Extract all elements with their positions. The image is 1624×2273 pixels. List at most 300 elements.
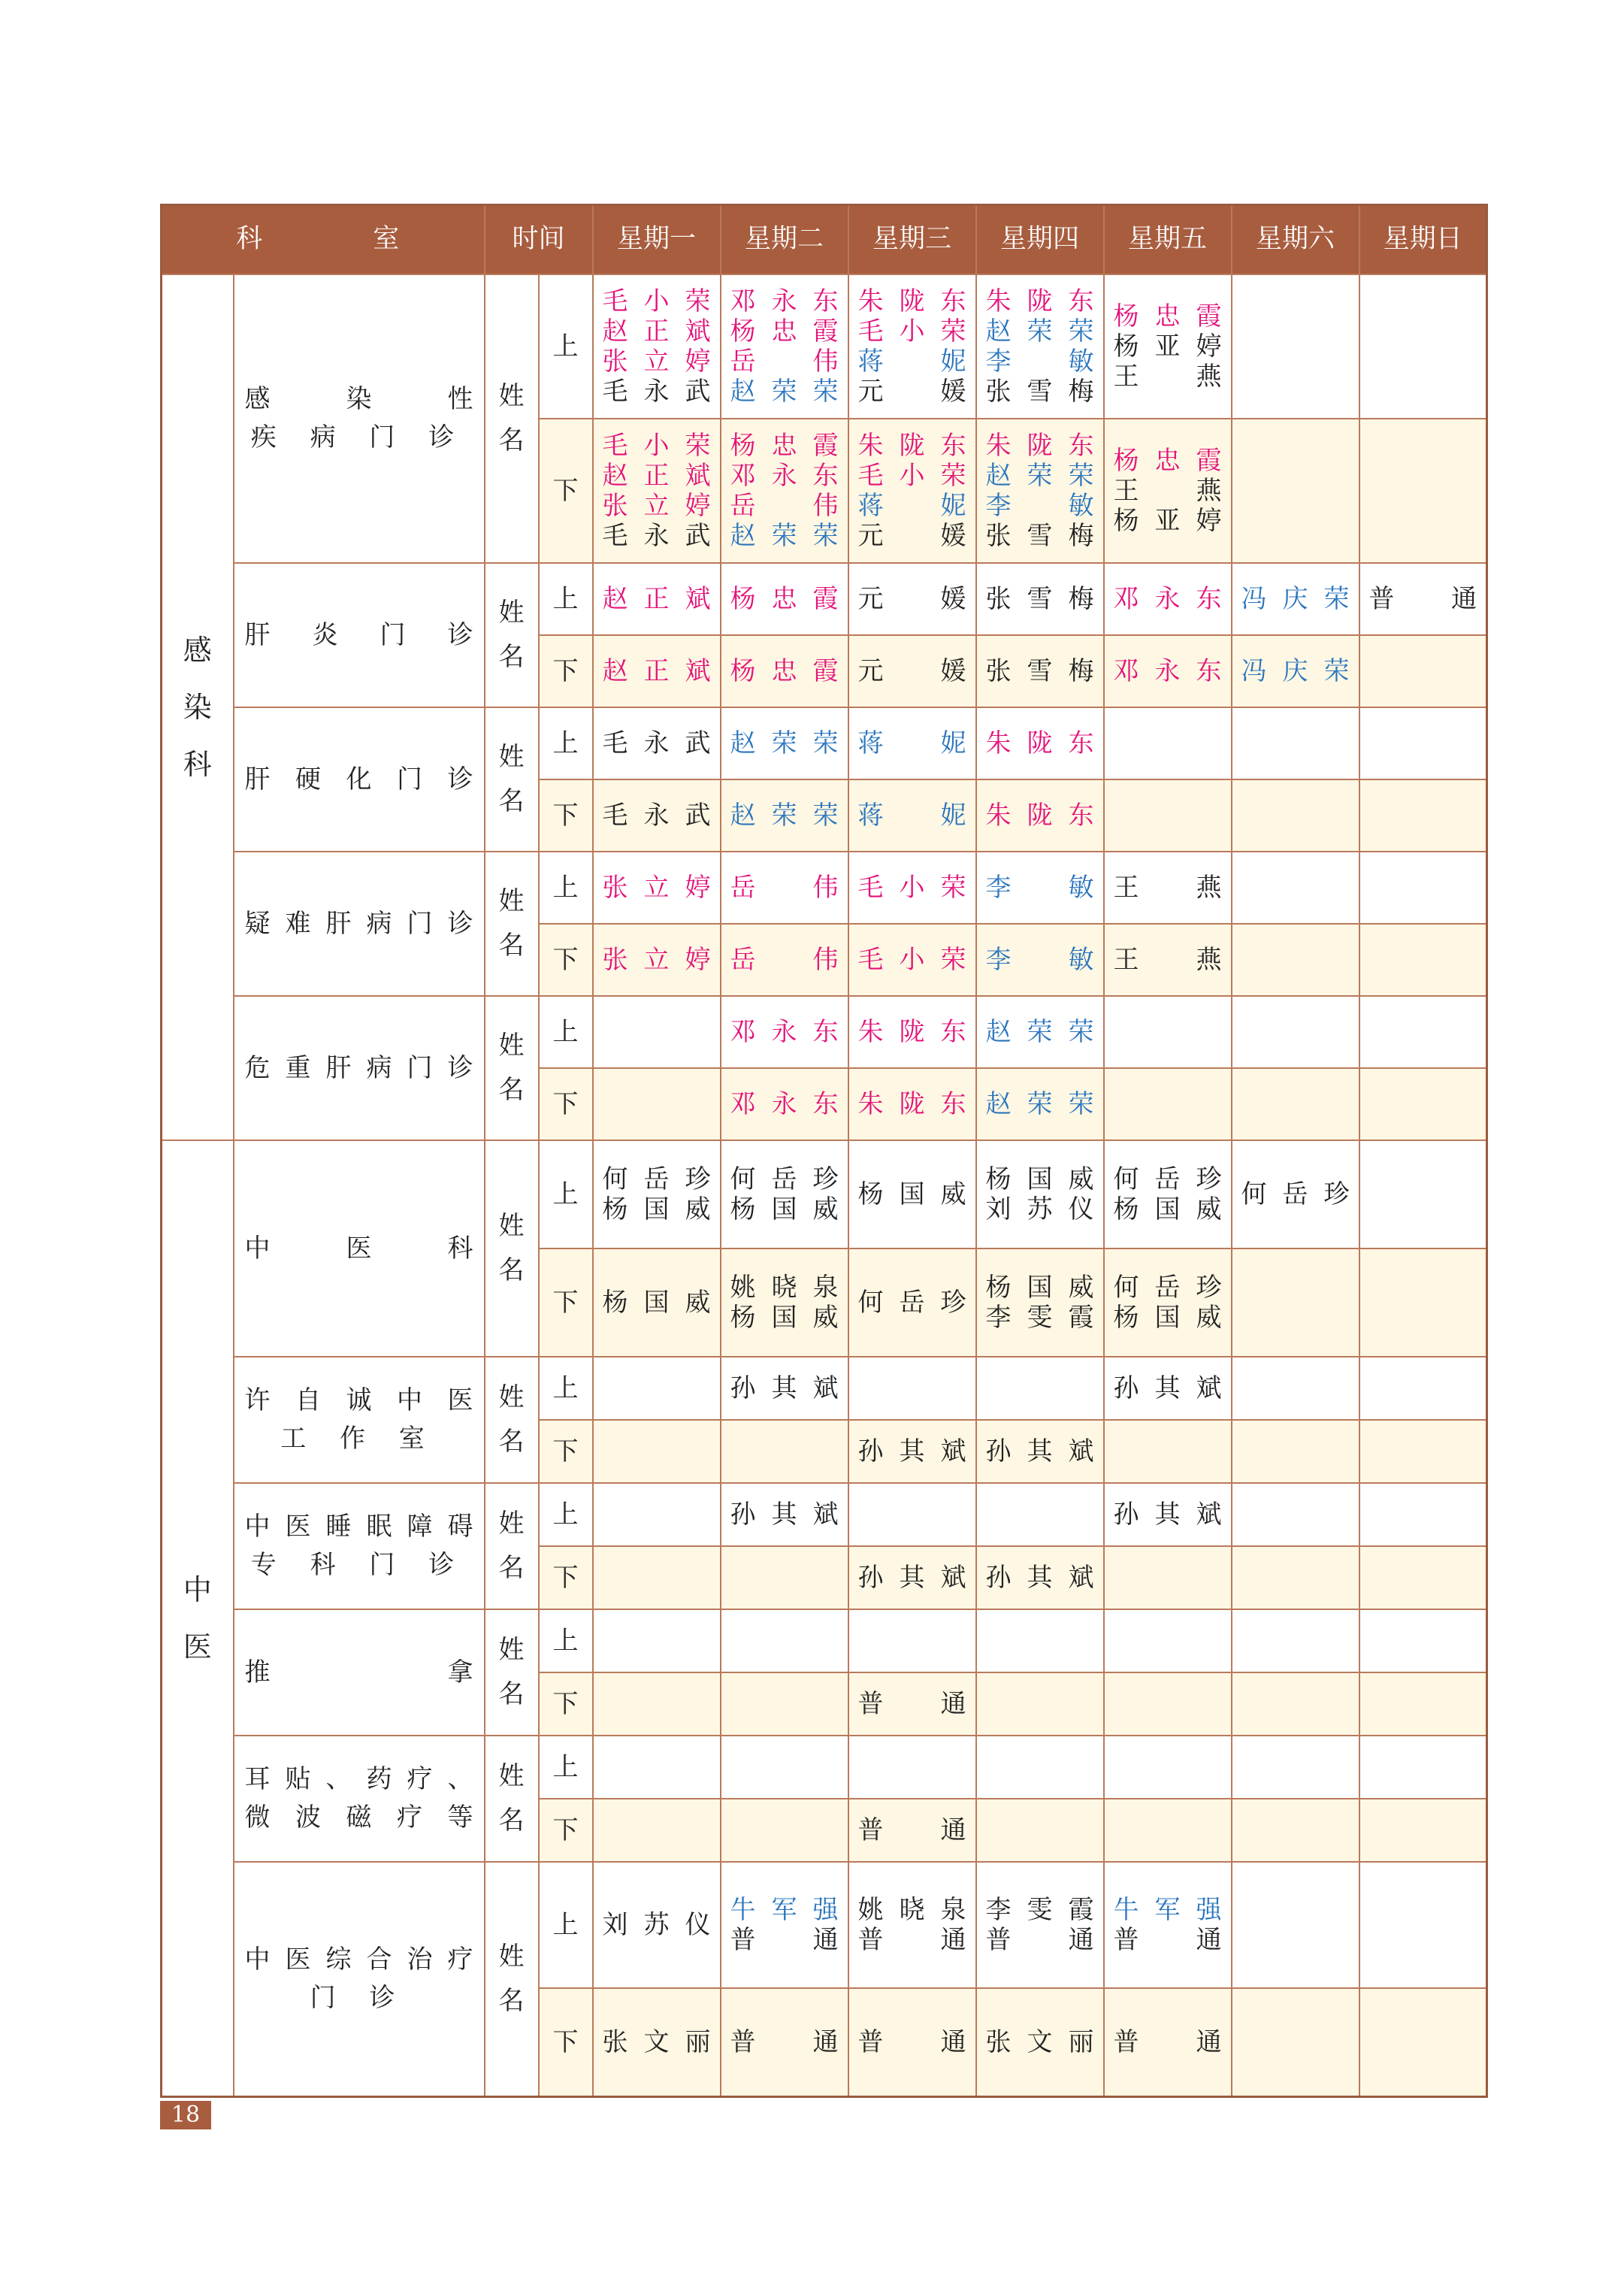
schedule-cell <box>848 852 976 924</box>
doctor-name: 赵荣荣 <box>985 316 1094 347</box>
schedule-cell <box>848 1483 976 1546</box>
xingming-char: 名 <box>498 786 525 816</box>
slot-pm: 下 <box>539 1799 593 1862</box>
schedule-cell <box>721 1672 848 1736</box>
doctor-name: 冯庆荣 <box>1241 583 1350 614</box>
clinic-name-line: 耳 贴 、 药 疗 、 <box>244 1764 473 1794</box>
schedule-cell <box>976 924 1104 996</box>
schedule-cell <box>848 1672 976 1736</box>
schedule-cell <box>1104 924 1232 996</box>
schedule-cell <box>976 1483 1104 1546</box>
clinic-name-line: 肝 硬 化 门 诊 <box>244 764 473 794</box>
doctor-name: 普 通 <box>985 1925 1094 1955</box>
header-thu: 星期四 <box>976 205 1104 275</box>
header-time: 时间 <box>485 205 593 275</box>
doctor-name: 刘苏仪 <box>602 1909 711 1940</box>
schedule-cell <box>593 779 721 852</box>
xingming-label <box>485 707 539 852</box>
doctor-name: 杨国威 <box>1113 1194 1222 1224</box>
schedule-cell <box>1359 1140 1487 1248</box>
schedule-cell <box>593 707 721 779</box>
schedule-cell <box>976 1799 1104 1862</box>
schedule-cell <box>593 1420 721 1483</box>
dept-name <box>162 274 234 1140</box>
schedule-cell <box>976 1546 1104 1609</box>
doctor-name: 何岳珍 <box>857 1287 966 1318</box>
schedule-cell <box>721 1609 848 1672</box>
schedule-row <box>162 1483 1487 1546</box>
xingming-label <box>485 1140 539 1357</box>
schedule-cell <box>1359 852 1487 924</box>
schedule-cell <box>593 1357 721 1420</box>
schedule-cell <box>1232 1140 1359 1248</box>
schedule-cell <box>976 1248 1104 1357</box>
schedule-cell <box>1232 1736 1359 1799</box>
schedule-cell <box>976 1672 1104 1736</box>
doctor-name: 赵荣荣 <box>730 377 839 407</box>
schedule-cell <box>1104 419 1232 563</box>
schedule-cell <box>1104 1140 1232 1248</box>
doctor-name: 张立婷 <box>602 872 711 903</box>
schedule-cell <box>848 1862 976 1988</box>
xingming-char: 名 <box>498 1255 525 1285</box>
schedule-cell <box>1104 1483 1232 1546</box>
schedule-row <box>162 1609 1487 1672</box>
schedule-cell <box>1359 1420 1487 1483</box>
doctor-name: 朱陇东 <box>985 430 1094 461</box>
xingming-label <box>485 274 539 563</box>
doctor-name: 毛小荣 <box>602 286 711 316</box>
clinic-name-line: 肝 炎 门 诊 <box>244 619 473 650</box>
schedule-cell <box>1232 635 1359 707</box>
schedule-cell <box>848 1357 976 1420</box>
doctor-name: 孙其斌 <box>730 1373 839 1403</box>
slot-pm: 下 <box>539 779 593 852</box>
schedule-cell <box>976 1609 1104 1672</box>
doctor-name: 邓永东 <box>730 1016 839 1047</box>
schedule-cell <box>1359 1736 1487 1799</box>
schedule-cell <box>848 779 976 852</box>
clinic-name-line: 中 医 科 <box>244 1233 473 1264</box>
schedule-cell <box>1232 779 1359 852</box>
schedule-cell <box>1359 563 1487 635</box>
doctor-name: 邓永东 <box>1113 583 1222 614</box>
doctor-name: 毛小荣 <box>857 460 966 491</box>
schedule-cell <box>593 1988 721 2096</box>
slot-am: 上 <box>539 707 593 779</box>
schedule-cell <box>848 707 976 779</box>
doctor-name: 元 媛 <box>857 377 966 407</box>
schedule-cell <box>721 1420 848 1483</box>
schedule-cell <box>1104 1988 1232 2096</box>
doctor-name: 孙其斌 <box>1113 1499 1222 1530</box>
doctor-name: 邓永东 <box>730 460 839 491</box>
schedule-cell <box>976 274 1104 419</box>
xingming-char: 名 <box>498 1075 525 1105</box>
schedule-cell <box>593 274 721 419</box>
xingming-label <box>485 1609 539 1736</box>
schedule-cell <box>1359 1672 1487 1736</box>
schedule-cell <box>1232 1609 1359 1672</box>
clinic-name <box>234 1736 485 1862</box>
schedule-cell <box>1359 1799 1487 1862</box>
schedule-cell <box>848 996 976 1068</box>
doctor-name: 毛永武 <box>602 728 711 758</box>
slot-pm: 下 <box>539 1248 593 1357</box>
slot-am: 上 <box>539 1483 593 1546</box>
clinic-name-line: 专 科 门 诊 <box>250 1550 467 1580</box>
clinic-name <box>234 1483 485 1609</box>
schedule-cell <box>1104 1672 1232 1736</box>
header-row <box>162 205 1487 275</box>
schedule-cell <box>1232 1068 1359 1140</box>
doctor-name: 孙其斌 <box>985 1436 1094 1466</box>
schedule-row <box>162 996 1487 1068</box>
doctor-name: 杨忠霞 <box>730 655 839 686</box>
schedule-cell <box>1232 563 1359 635</box>
schedule-cell <box>848 635 976 707</box>
doctor-name: 毛永武 <box>602 521 711 552</box>
schedule-cell <box>721 1799 848 1862</box>
clinic-name-line: 疑 难 肝 病 门 诊 <box>244 908 473 939</box>
doctor-name: 赵荣荣 <box>730 521 839 552</box>
schedule-cell <box>1104 1357 1232 1420</box>
doctor-name: 张文丽 <box>985 2026 1094 2057</box>
schedule-cell <box>721 1068 848 1140</box>
doctor-name: 张立婷 <box>602 491 711 521</box>
schedule-cell <box>721 996 848 1068</box>
slot-pm: 下 <box>539 1068 593 1140</box>
schedule-body <box>162 274 1487 2096</box>
xingming-char: 姓 <box>498 1509 525 1539</box>
schedule-cell <box>721 1736 848 1799</box>
schedule-cell <box>848 1068 976 1140</box>
schedule-cell <box>976 1988 1104 2096</box>
clinic-name-line: 工 作 室 <box>280 1424 437 1454</box>
doctor-name: 赵荣荣 <box>985 1016 1094 1047</box>
schedule-cell <box>1232 1862 1359 1988</box>
doctor-name: 蒋 妮 <box>857 728 966 758</box>
schedule-cell <box>1359 779 1487 852</box>
xingming-char: 名 <box>498 642 525 672</box>
schedule-cell <box>1359 419 1487 563</box>
schedule-cell <box>848 1988 976 2096</box>
doctor-name: 毛小荣 <box>857 316 966 347</box>
doctor-name: 普 通 <box>857 1925 966 1955</box>
doctor-name: 朱陇东 <box>985 728 1094 758</box>
slot-pm: 下 <box>539 419 593 563</box>
slot-pm: 下 <box>539 1988 593 2096</box>
doctor-name: 李 敏 <box>985 944 1094 975</box>
schedule-cell <box>1232 419 1359 563</box>
doctor-name: 邓永东 <box>730 286 839 316</box>
xingming-char: 名 <box>498 1427 525 1457</box>
slot-am: 上 <box>539 274 593 419</box>
doctor-name: 赵正斌 <box>602 583 711 614</box>
schedule-cell <box>1232 1672 1359 1736</box>
xingming-char: 姓 <box>498 1941 525 1972</box>
doctor-name: 何岳珍 <box>730 1164 839 1194</box>
schedule-cell <box>976 1357 1104 1420</box>
schedule-cell <box>721 1483 848 1546</box>
slot-am: 上 <box>539 563 593 635</box>
schedule-cell <box>1232 1988 1359 2096</box>
doctor-name: 毛永武 <box>602 800 711 831</box>
doctor-name: 王 燕 <box>1113 944 1222 975</box>
dept-char: 科 <box>183 748 212 781</box>
xingming-label <box>485 852 539 996</box>
schedule-table <box>160 204 1488 2098</box>
schedule-cell <box>1232 1357 1359 1420</box>
schedule-cell <box>848 1420 976 1483</box>
schedule-cell <box>1104 274 1232 419</box>
header-wed: 星期三 <box>848 205 976 275</box>
doctor-name: 张文丽 <box>602 2026 711 2057</box>
schedule-cell <box>593 635 721 707</box>
schedule-cell <box>593 419 721 563</box>
xingming-label <box>485 1357 539 1483</box>
doctor-name: 朱陇东 <box>985 800 1094 831</box>
schedule-cell <box>593 1248 721 1357</box>
doctor-name: 杨忠霞 <box>1113 301 1222 331</box>
doctor-name: 张雪梅 <box>985 583 1094 614</box>
doctor-name: 杨国威 <box>730 1194 839 1224</box>
schedule-cell <box>721 779 848 852</box>
doctor-name: 孙其斌 <box>857 1562 966 1593</box>
slot-pm: 下 <box>539 1420 593 1483</box>
slot-pm: 下 <box>539 1546 593 1609</box>
schedule-cell <box>593 1609 721 1672</box>
schedule-cell <box>1359 1068 1487 1140</box>
doctor-name: 姚晓泉 <box>730 1272 839 1303</box>
schedule-cell <box>1232 852 1359 924</box>
doctor-name: 牛军强 <box>730 1894 839 1925</box>
schedule-cell <box>721 1248 848 1357</box>
schedule-cell <box>1232 924 1359 996</box>
xingming-char: 姓 <box>498 598 525 628</box>
xingming-label <box>485 1862 539 2096</box>
doctor-name: 王 燕 <box>1113 872 1222 903</box>
schedule-cell <box>1359 1546 1487 1609</box>
xingming-char: 姓 <box>498 1031 525 1061</box>
doctor-name: 普 通 <box>857 1688 966 1719</box>
header-dept: 科 室 <box>162 205 485 275</box>
doctor-name: 何岳珍 <box>1113 1272 1222 1303</box>
schedule-cell <box>1104 1609 1232 1672</box>
clinic-name <box>234 563 485 707</box>
xingming-char: 姓 <box>498 381 525 412</box>
xingming-label <box>485 563 539 707</box>
doctor-name: 杨国威 <box>1113 1303 1222 1333</box>
doctor-name: 王 燕 <box>1113 362 1222 392</box>
doctor-name: 孙其斌 <box>1113 1373 1222 1403</box>
clinic-name-line: 许 自 诚 中 医 <box>244 1385 473 1415</box>
xingming-char: 姓 <box>498 1635 525 1666</box>
schedule-cell <box>721 852 848 924</box>
doctor-name: 赵荣荣 <box>730 728 839 758</box>
doctor-name: 毛永武 <box>602 377 711 407</box>
schedule-cell <box>1104 1068 1232 1140</box>
schedule-cell <box>1232 1799 1359 1862</box>
schedule-cell <box>848 1609 976 1672</box>
schedule-cell <box>1232 1248 1359 1357</box>
schedule-cell <box>593 1140 721 1248</box>
schedule-cell <box>848 419 976 563</box>
schedule-cell <box>976 635 1104 707</box>
slot-am: 上 <box>539 1357 593 1420</box>
schedule-cell <box>593 1799 721 1862</box>
schedule-cell <box>1104 1248 1232 1357</box>
xingming-label <box>485 996 539 1140</box>
schedule-cell <box>1104 1862 1232 1988</box>
schedule-cell <box>1232 1546 1359 1609</box>
xingming-char: 姓 <box>498 1211 525 1242</box>
schedule-cell <box>1359 1248 1487 1357</box>
schedule-cell <box>1104 1420 1232 1483</box>
doctor-name: 杨忠霞 <box>730 316 839 347</box>
header-fri: 星期五 <box>1104 205 1232 275</box>
doctor-name: 张立婷 <box>602 944 711 975</box>
schedule-cell <box>721 419 848 563</box>
dept-char: 医 <box>183 1630 212 1663</box>
xingming-label <box>485 1736 539 1862</box>
schedule-cell <box>1104 1736 1232 1799</box>
doctor-name: 李雯霞 <box>985 1894 1094 1925</box>
schedule-cell <box>721 1357 848 1420</box>
doctor-name: 姚晓泉 <box>857 1894 966 1925</box>
xingming-char: 名 <box>498 1985 525 2016</box>
doctor-name: 张立婷 <box>602 347 711 377</box>
doctor-name: 李 敏 <box>985 872 1094 903</box>
doctor-name: 杨国威 <box>985 1164 1094 1194</box>
doctor-name: 赵荣荣 <box>985 460 1094 491</box>
schedule-cell <box>976 852 1104 924</box>
xingming-char: 名 <box>498 931 525 961</box>
doctor-name: 张雪梅 <box>985 521 1094 552</box>
clinic-name <box>234 852 485 996</box>
header-sun: 星期日 <box>1359 205 1487 275</box>
doctor-name: 李雯霞 <box>985 1303 1094 1333</box>
doctor-name: 赵荣荣 <box>730 800 839 831</box>
doctor-name: 元 媛 <box>857 521 966 552</box>
clinic-name <box>234 1609 485 1736</box>
doctor-name: 何岳珍 <box>1113 1164 1222 1194</box>
doctor-name: 刘苏仪 <box>985 1194 1094 1224</box>
schedule-cell <box>593 996 721 1068</box>
doctor-name: 普 通 <box>730 1925 839 1955</box>
schedule-cell <box>1359 274 1487 419</box>
dept-char: 染 <box>183 691 212 724</box>
doctor-name: 普 通 <box>1113 1925 1222 1955</box>
xingming-char: 名 <box>498 425 525 456</box>
schedule-cell <box>1104 707 1232 779</box>
schedule-cell <box>1359 1988 1487 2096</box>
xingming-label <box>485 1483 539 1609</box>
schedule-cell <box>848 1546 976 1609</box>
schedule-cell <box>848 1248 976 1357</box>
schedule-cell <box>721 924 848 996</box>
schedule-cell <box>1359 1609 1487 1672</box>
doctor-name: 毛小荣 <box>602 430 711 461</box>
doctor-name: 杨忠霞 <box>1113 445 1222 476</box>
doctor-name: 普 通 <box>1113 2026 1222 2057</box>
schedule-cell <box>1232 996 1359 1068</box>
clinic-name <box>234 707 485 852</box>
doctor-name: 孙其斌 <box>985 1562 1094 1593</box>
schedule-cell <box>848 1736 976 1799</box>
doctor-name: 蒋 妮 <box>857 800 966 831</box>
schedule-cell <box>593 1672 721 1736</box>
schedule-cell <box>976 1862 1104 1988</box>
clinic-name-line: 中 医 睡 眠 障 碍 <box>244 1512 473 1542</box>
doctor-name: 张雪梅 <box>985 655 1094 686</box>
doctor-name: 蒋 妮 <box>857 347 966 377</box>
doctor-name: 杨国威 <box>730 1303 839 1333</box>
doctor-name: 孙其斌 <box>730 1499 839 1530</box>
schedule-row <box>162 274 1487 419</box>
schedule-cell <box>976 563 1104 635</box>
clinic-name <box>234 274 485 563</box>
schedule-cell <box>976 779 1104 852</box>
doctor-name: 何岳珍 <box>602 1164 711 1194</box>
schedule-cell <box>1104 635 1232 707</box>
xingming-char: 名 <box>498 1805 525 1836</box>
doctor-name: 杨国威 <box>602 1194 711 1224</box>
schedule-cell <box>1232 274 1359 419</box>
schedule-row <box>162 1736 1487 1799</box>
schedule-cell <box>593 1546 721 1609</box>
header-tue: 星期二 <box>721 205 848 275</box>
doctor-name: 冯庆荣 <box>1241 655 1350 686</box>
schedule-cell <box>1359 996 1487 1068</box>
slot-am: 上 <box>539 1736 593 1799</box>
schedule-cell <box>721 635 848 707</box>
xingming-char: 姓 <box>498 886 525 917</box>
clinic-name <box>234 996 485 1140</box>
schedule-cell <box>593 1862 721 1988</box>
xingming-char: 姓 <box>498 1382 525 1413</box>
schedule-cell <box>1359 1357 1487 1420</box>
doctor-name: 普 通 <box>857 1814 966 1845</box>
dept-name <box>162 1140 234 2096</box>
doctor-name: 朱陇东 <box>857 1088 966 1119</box>
schedule-cell <box>1232 707 1359 779</box>
doctor-name: 杨国威 <box>985 1272 1094 1303</box>
doctor-name: 毛小荣 <box>857 872 966 903</box>
schedule-cell <box>721 1862 848 1988</box>
schedule-cell <box>976 1068 1104 1140</box>
clinic-name-line: 危 重 肝 病 门 诊 <box>244 1052 473 1083</box>
slot-am: 上 <box>539 1862 593 1988</box>
doctor-name: 毛小荣 <box>857 944 966 975</box>
schedule-cell <box>1359 1862 1487 1988</box>
clinic-name-line: 推 拿 <box>244 1657 473 1687</box>
schedule-cell <box>1104 1799 1232 1862</box>
doctor-name: 赵正斌 <box>602 316 711 347</box>
schedule-cell <box>1104 1546 1232 1609</box>
dept-char: 中 <box>183 1572 212 1606</box>
schedule-row <box>162 563 1487 635</box>
doctor-name: 张雪梅 <box>985 377 1094 407</box>
schedule-cell <box>848 1799 976 1862</box>
clinic-name <box>234 1140 485 1357</box>
clinic-name <box>234 1862 485 2096</box>
xingming-char: 姓 <box>498 742 525 773</box>
schedule-cell <box>593 1736 721 1799</box>
dept-char: 感 <box>183 634 212 667</box>
doctor-name: 杨亚婷 <box>1113 331 1222 362</box>
doctor-name: 岳 伟 <box>730 491 839 521</box>
